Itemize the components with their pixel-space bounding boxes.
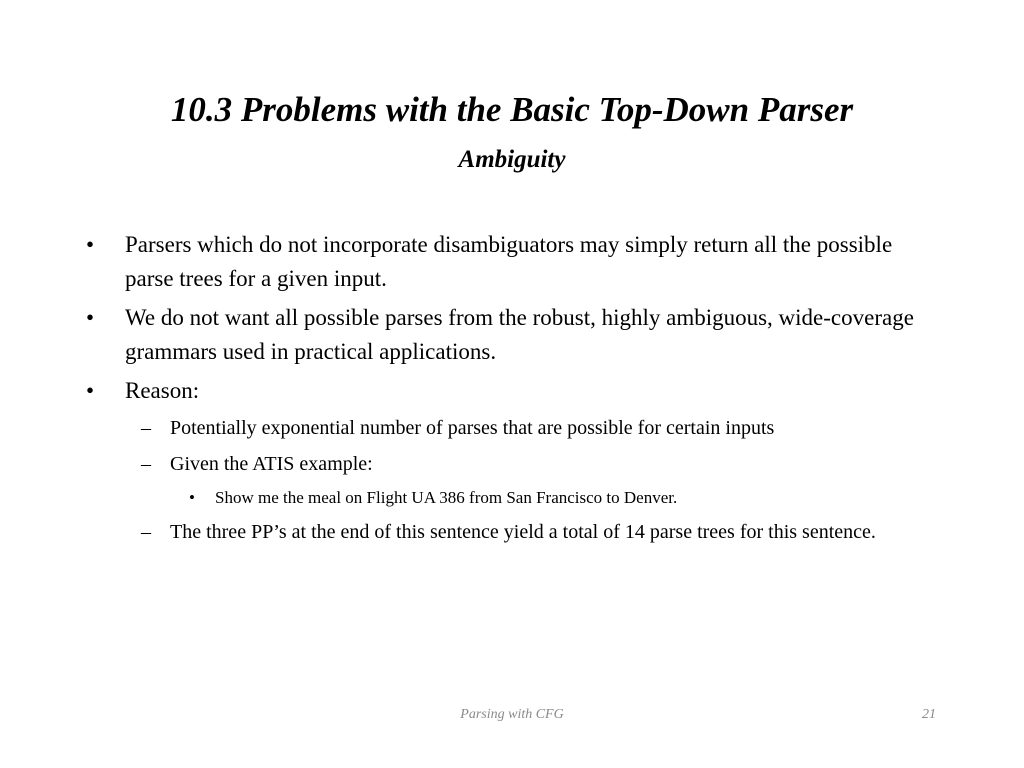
- dash-mark: –: [141, 417, 151, 439]
- bullet-text: Parsers which do not incorporate disambiguators may simply return all the possible parse trees for a given input.: [125, 232, 893, 291]
- bullet-text: Reason:: [125, 378, 200, 403]
- sub-bullet-text: Potentially exponential number of parses that are possible for certain inputs: [170, 417, 775, 439]
- sub-bullet-item: [86, 413, 946, 443]
- sub-bullet-text: Given the ATIS example:: [170, 453, 373, 475]
- bullet-mark: •: [189, 488, 195, 507]
- slide-subtitle: Ambiguity: [458, 146, 566, 173]
- bullet-mark: •: [86, 378, 95, 403]
- sub-sub-bullet-item: [86, 485, 946, 511]
- sub-bullet-text: The three PP’s at the end of this sentence yield a total of 14 parse trees for this sentence.: [170, 521, 876, 543]
- bullet-item: [86, 301, 946, 369]
- page-number: 21: [922, 707, 936, 722]
- bullet-mark: •: [86, 305, 95, 330]
- dash-mark: –: [141, 521, 151, 543]
- footer-label: Parsing with CFG: [460, 707, 564, 722]
- bullet-item: [86, 374, 946, 408]
- bullet-mark: •: [86, 232, 95, 257]
- dash-mark: –: [141, 453, 151, 475]
- sub-sub-bullet-text: Show me the meal on Flight UA 386 from San Francisco to Denver.: [215, 488, 678, 507]
- sub-bullet-item: [86, 449, 946, 479]
- bullet-item: [86, 228, 946, 296]
- slide-title: 10.3 Problems with the Basic Top-Down Parser: [170, 90, 854, 129]
- slide-body: [86, 228, 946, 553]
- sub-bullet-item: [86, 517, 946, 547]
- bullet-text: We do not want all possible parses from the robust, highly ambiguous, wide-coverage grammars used in practical applications.: [125, 305, 914, 364]
